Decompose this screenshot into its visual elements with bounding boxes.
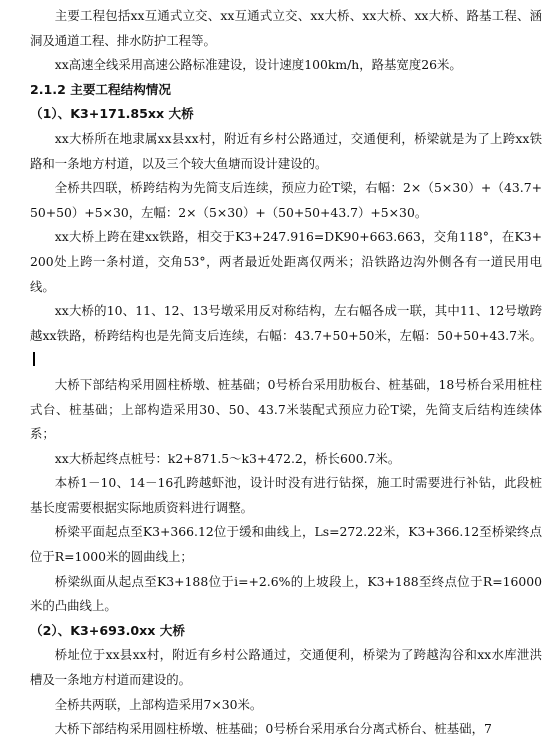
paragraph-text: xx高速全线采用高速公路标准建设，设计速度100km/h，路基宽度26米。 (54, 57, 462, 73)
paragraph-text: 本桥1－10、14－16孔跨越虾池，设计时没有进行钻探，施工时需要进行补钻，此段桩基长度需要根据实际地质资料进行调整。 (30, 475, 542, 515)
paragraph-text: 桥梁平面起点至K3+366.12位于缓和曲线上，Ls=272.22米，K3+366.12至桥梁终点位于R=1000米的圆曲线上； (30, 524, 542, 565)
paragraph-text: xx大桥所在地隶属xx县xx村，附近有乡村公路通过，交通便利，桥梁就是为了上跨xx铁路和一条地方村道，以及三个较大鱼塘而设计建设的。 (30, 130, 542, 171)
body-paragraph (30, 693, 542, 718)
body-paragraph (30, 299, 542, 373)
subsection-heading (30, 102, 542, 127)
paragraph-text: 2.1.2 主要工程结构情况 (30, 81, 171, 97)
paragraph-text: 主要工程包括xx互通式立交、xx互通式立交、xx大桥、xx大桥、xx大桥、路基工程、涵洞及通道工程、排水防护工程等。 (30, 8, 542, 48)
body-paragraph (30, 717, 542, 742)
paragraph-text: 大桥下部结构采用圆柱桥墩、桩基础；0号桥台采用承台分离式桥台、桩基础，7 (54, 721, 492, 737)
document-body (30, 4, 542, 742)
body-paragraph (30, 520, 542, 569)
body-paragraph (30, 225, 542, 299)
paragraph-text: 桥梁纵面从起点至K3+188位于i=+2.6%的上坡段上，K3+188至终点位于R=16000米的凸曲线上。 (30, 573, 542, 614)
paragraph-text: 桥址位于xx县xx村，附近有乡村公路通过，交通便利，桥梁为了跨越沟谷和xx水库泄洪槽及一条地方村道而建设的。 (30, 647, 542, 688)
body-paragraph (30, 643, 542, 692)
paragraph-text: （2）、K3+693.0xx 大桥 (30, 622, 185, 638)
text-cursor (33, 352, 35, 366)
body-paragraph (30, 4, 542, 53)
body-paragraph (30, 53, 542, 78)
subsection-heading (30, 619, 542, 644)
paragraph-text: 全桥共四联，桥跨结构为先简支后连续，预应力砼T梁，右幅：2×（5×30）+（43.7+50+50）+5×30，左幅：2×（5×30）+（50+50+43.7）+5×30。 (30, 180, 542, 220)
paragraph-text: xx大桥起终点桩号：k2+871.5～k3+472.2，桥长600.7米。 (54, 450, 401, 466)
body-paragraph (30, 176, 542, 225)
paragraph-text: xx大桥的10、11、12、13号墩采用反对称结构，左右幅各成一联，其中11、12号墩跨越xx铁路，桥跨结构也是先简支后连续，右幅：43.7+50+50米，左幅：50+50+43.7米。 (30, 303, 542, 343)
paragraph-text: 全桥共两联，上部构造采用7×30米。 (54, 696, 263, 712)
paragraph-text: 大桥下部结构采用圆柱桥墩、桩基础；0号桥台采用肋板台、桩基础，18号桥台采用桩柱式台、桩基础；上部构造采用30、50、43.7米装配式预应力砼T梁，先简支后结构连续体系； (30, 376, 542, 442)
body-paragraph (30, 570, 542, 619)
body-paragraph (30, 447, 542, 472)
paragraph-text: （1）、K3+171.85xx 大桥 (30, 106, 194, 122)
section-heading (30, 78, 542, 103)
body-paragraph (30, 373, 542, 447)
body-paragraph (30, 127, 542, 176)
paragraph-text: xx大桥上跨在建xx铁路，相交于K3+247.916=DK90+663.663，交角118°，在K3+200处上跨一条村道，交角53°，两者最近处距离仅两米；沿铁路边沟外侧各有一道民用电线。 (30, 229, 542, 294)
body-paragraph (30, 471, 542, 520)
